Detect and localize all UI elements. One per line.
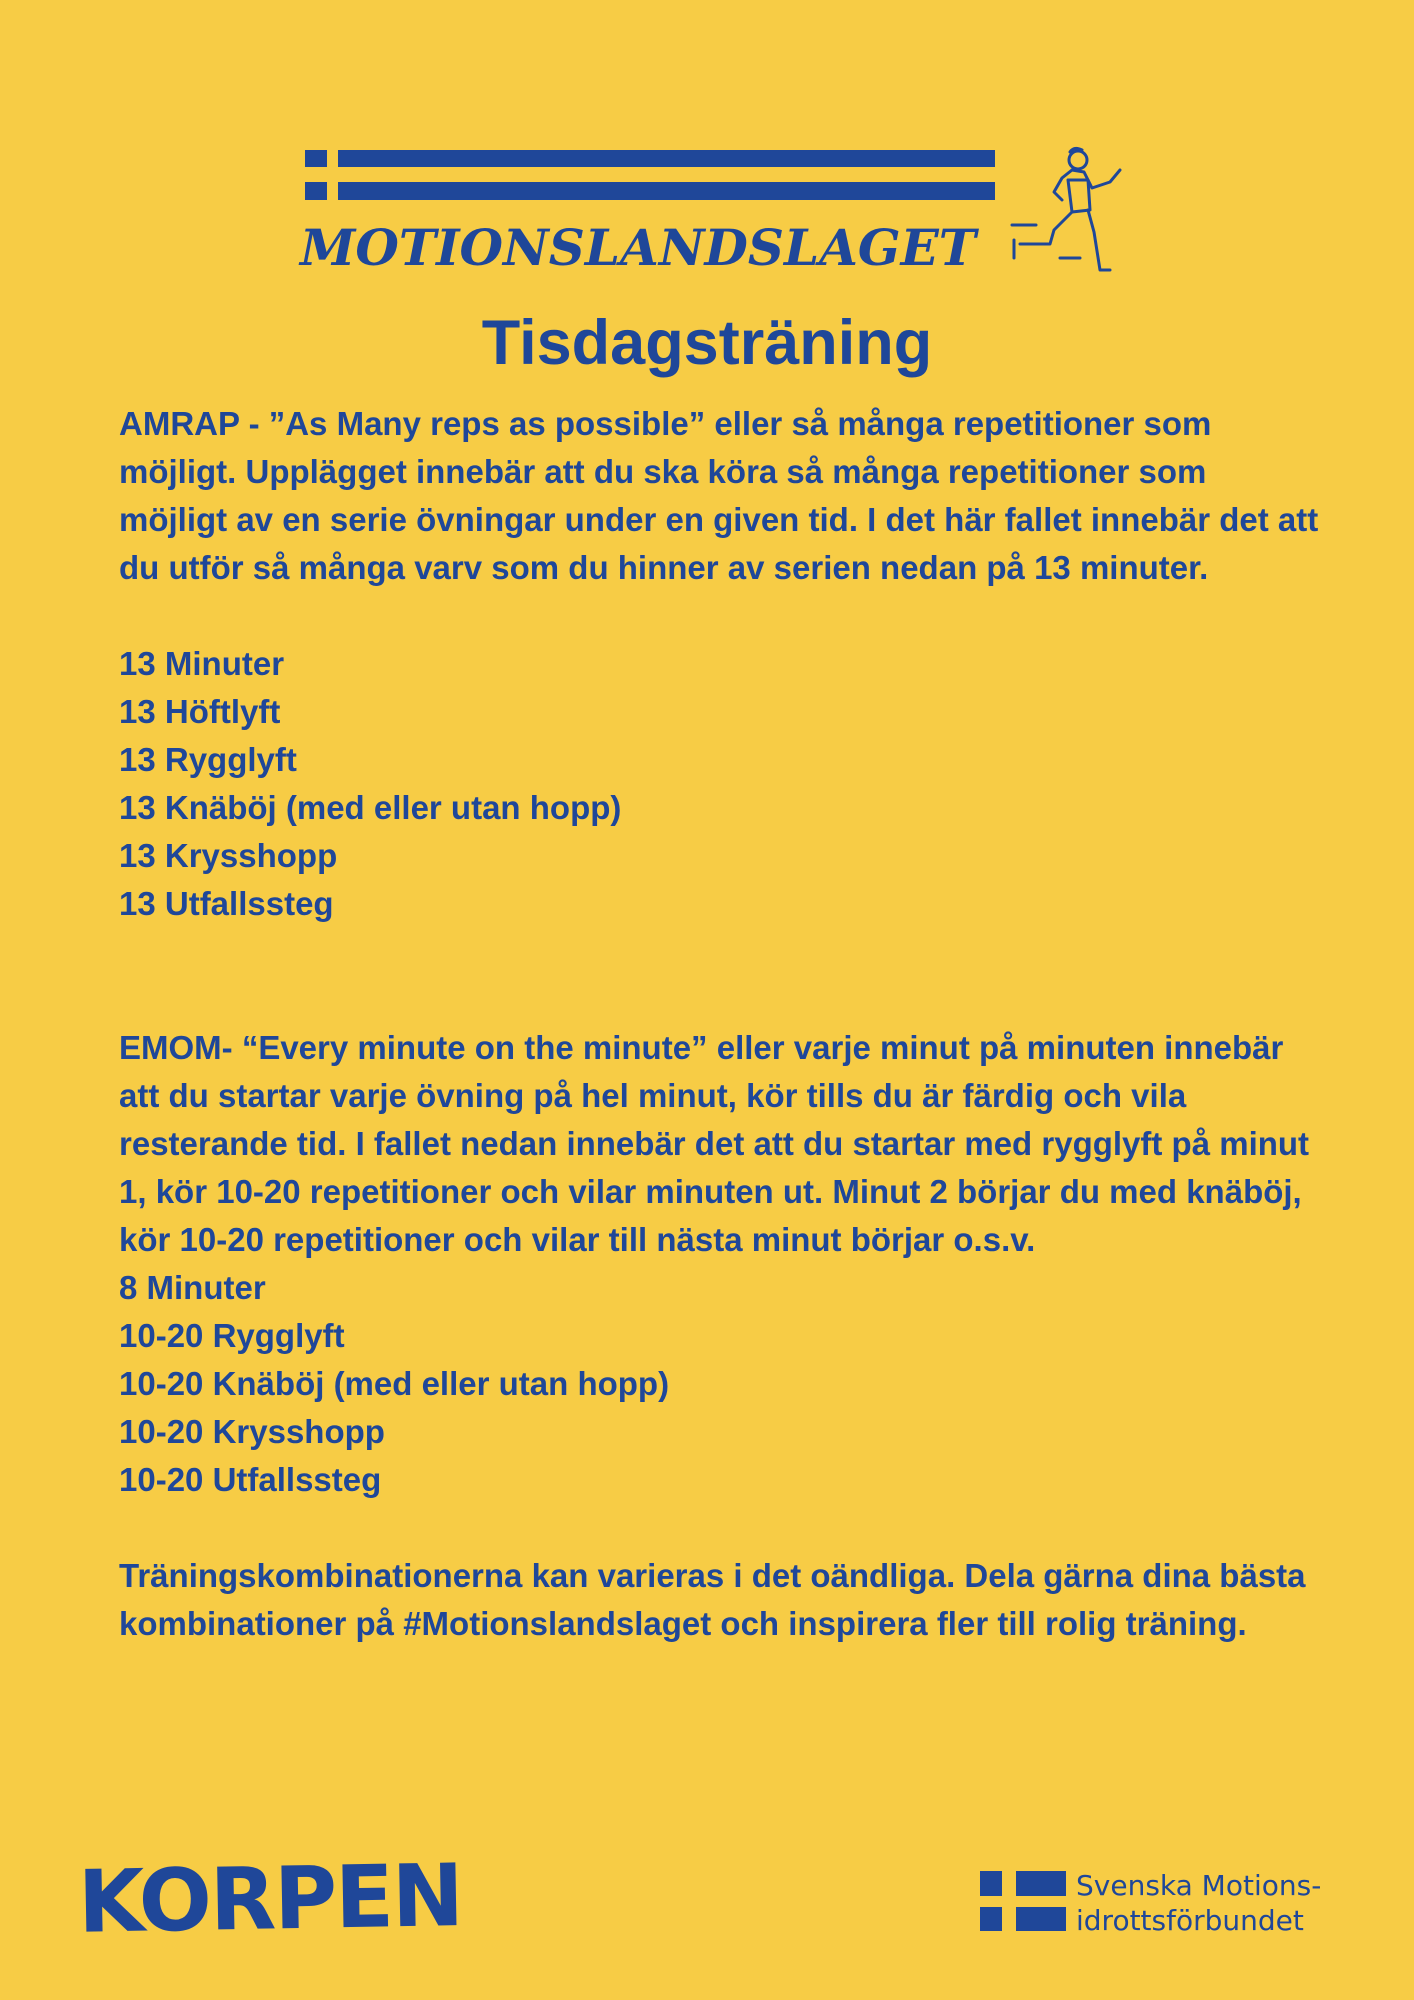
amrap-intro: AMRAP - ”As Many reps as possible” eller så många repetitioner som möjligt. Upplägget innebär att du ska köra så många repetitioner som möjligt av en serie övningar under en given tid. I det här fallet innebär det att du utför så många varv som du hinner av serien nedan på 13 minuter. [119,405,1319,586]
list-item: 13 Rygglyft [119,741,297,778]
list-item: 8 Minuter [119,1269,266,1306]
korpen-logo: KORPEN [77,1846,463,1953]
list-item: 13 Höftlyft [119,693,281,730]
swedish-flag-icon [980,1871,1066,1931]
brand-logo: MOTIONSLANDSLAGET [300,218,976,277]
emom-intro: EMOM- “Every minute on the minute” eller varje minut på minuten innebär att du startar varje övning på hel minut, kör tills du är färdig och vila resterande tid. I fallet nedan innebär det att du startar med rygglyft på minut 1, kör 10-20 repetitioner och vilar minuten ut. Minut 2 börjar du med knäböj, kör 10-20 repetitioner och vilar till nästa minut börjar o.s.v. [119,1029,1310,1258]
list-item: 10-20 Krysshopp [119,1413,385,1450]
content [119,400,1319,1648]
smif-line-1: Svenska Motions- [1076,1869,1322,1902]
outro-text: Träningskombinationerna kan varieras i det oändliga. Dela gärna dina bästa kombinationer på #Motionslandslaget och inspirera fler till rolig träning. [119,1557,1306,1642]
list-item: 10-20 Utfallssteg [119,1461,382,1498]
list-item: 10-20 Knäböj (med eller utan hopp) [119,1365,670,1402]
list-item: 13 Knäböj (med eller utan hopp) [119,789,622,826]
page-title: Tisdagsträning [481,308,933,378]
smif-line-2: idrottsförbundet [1076,1904,1304,1937]
list-item: 13 Utfallssteg [119,885,334,922]
list-item: 13 Minuter [119,645,285,682]
header [0,0,1414,290]
list-item: 10-20 Rygglyft [119,1317,345,1354]
runner-icon [1010,140,1140,280]
list-item: 13 Krysshopp [119,837,338,874]
smif-logo [980,1868,1400,1938]
flag-stripes [305,150,995,202]
